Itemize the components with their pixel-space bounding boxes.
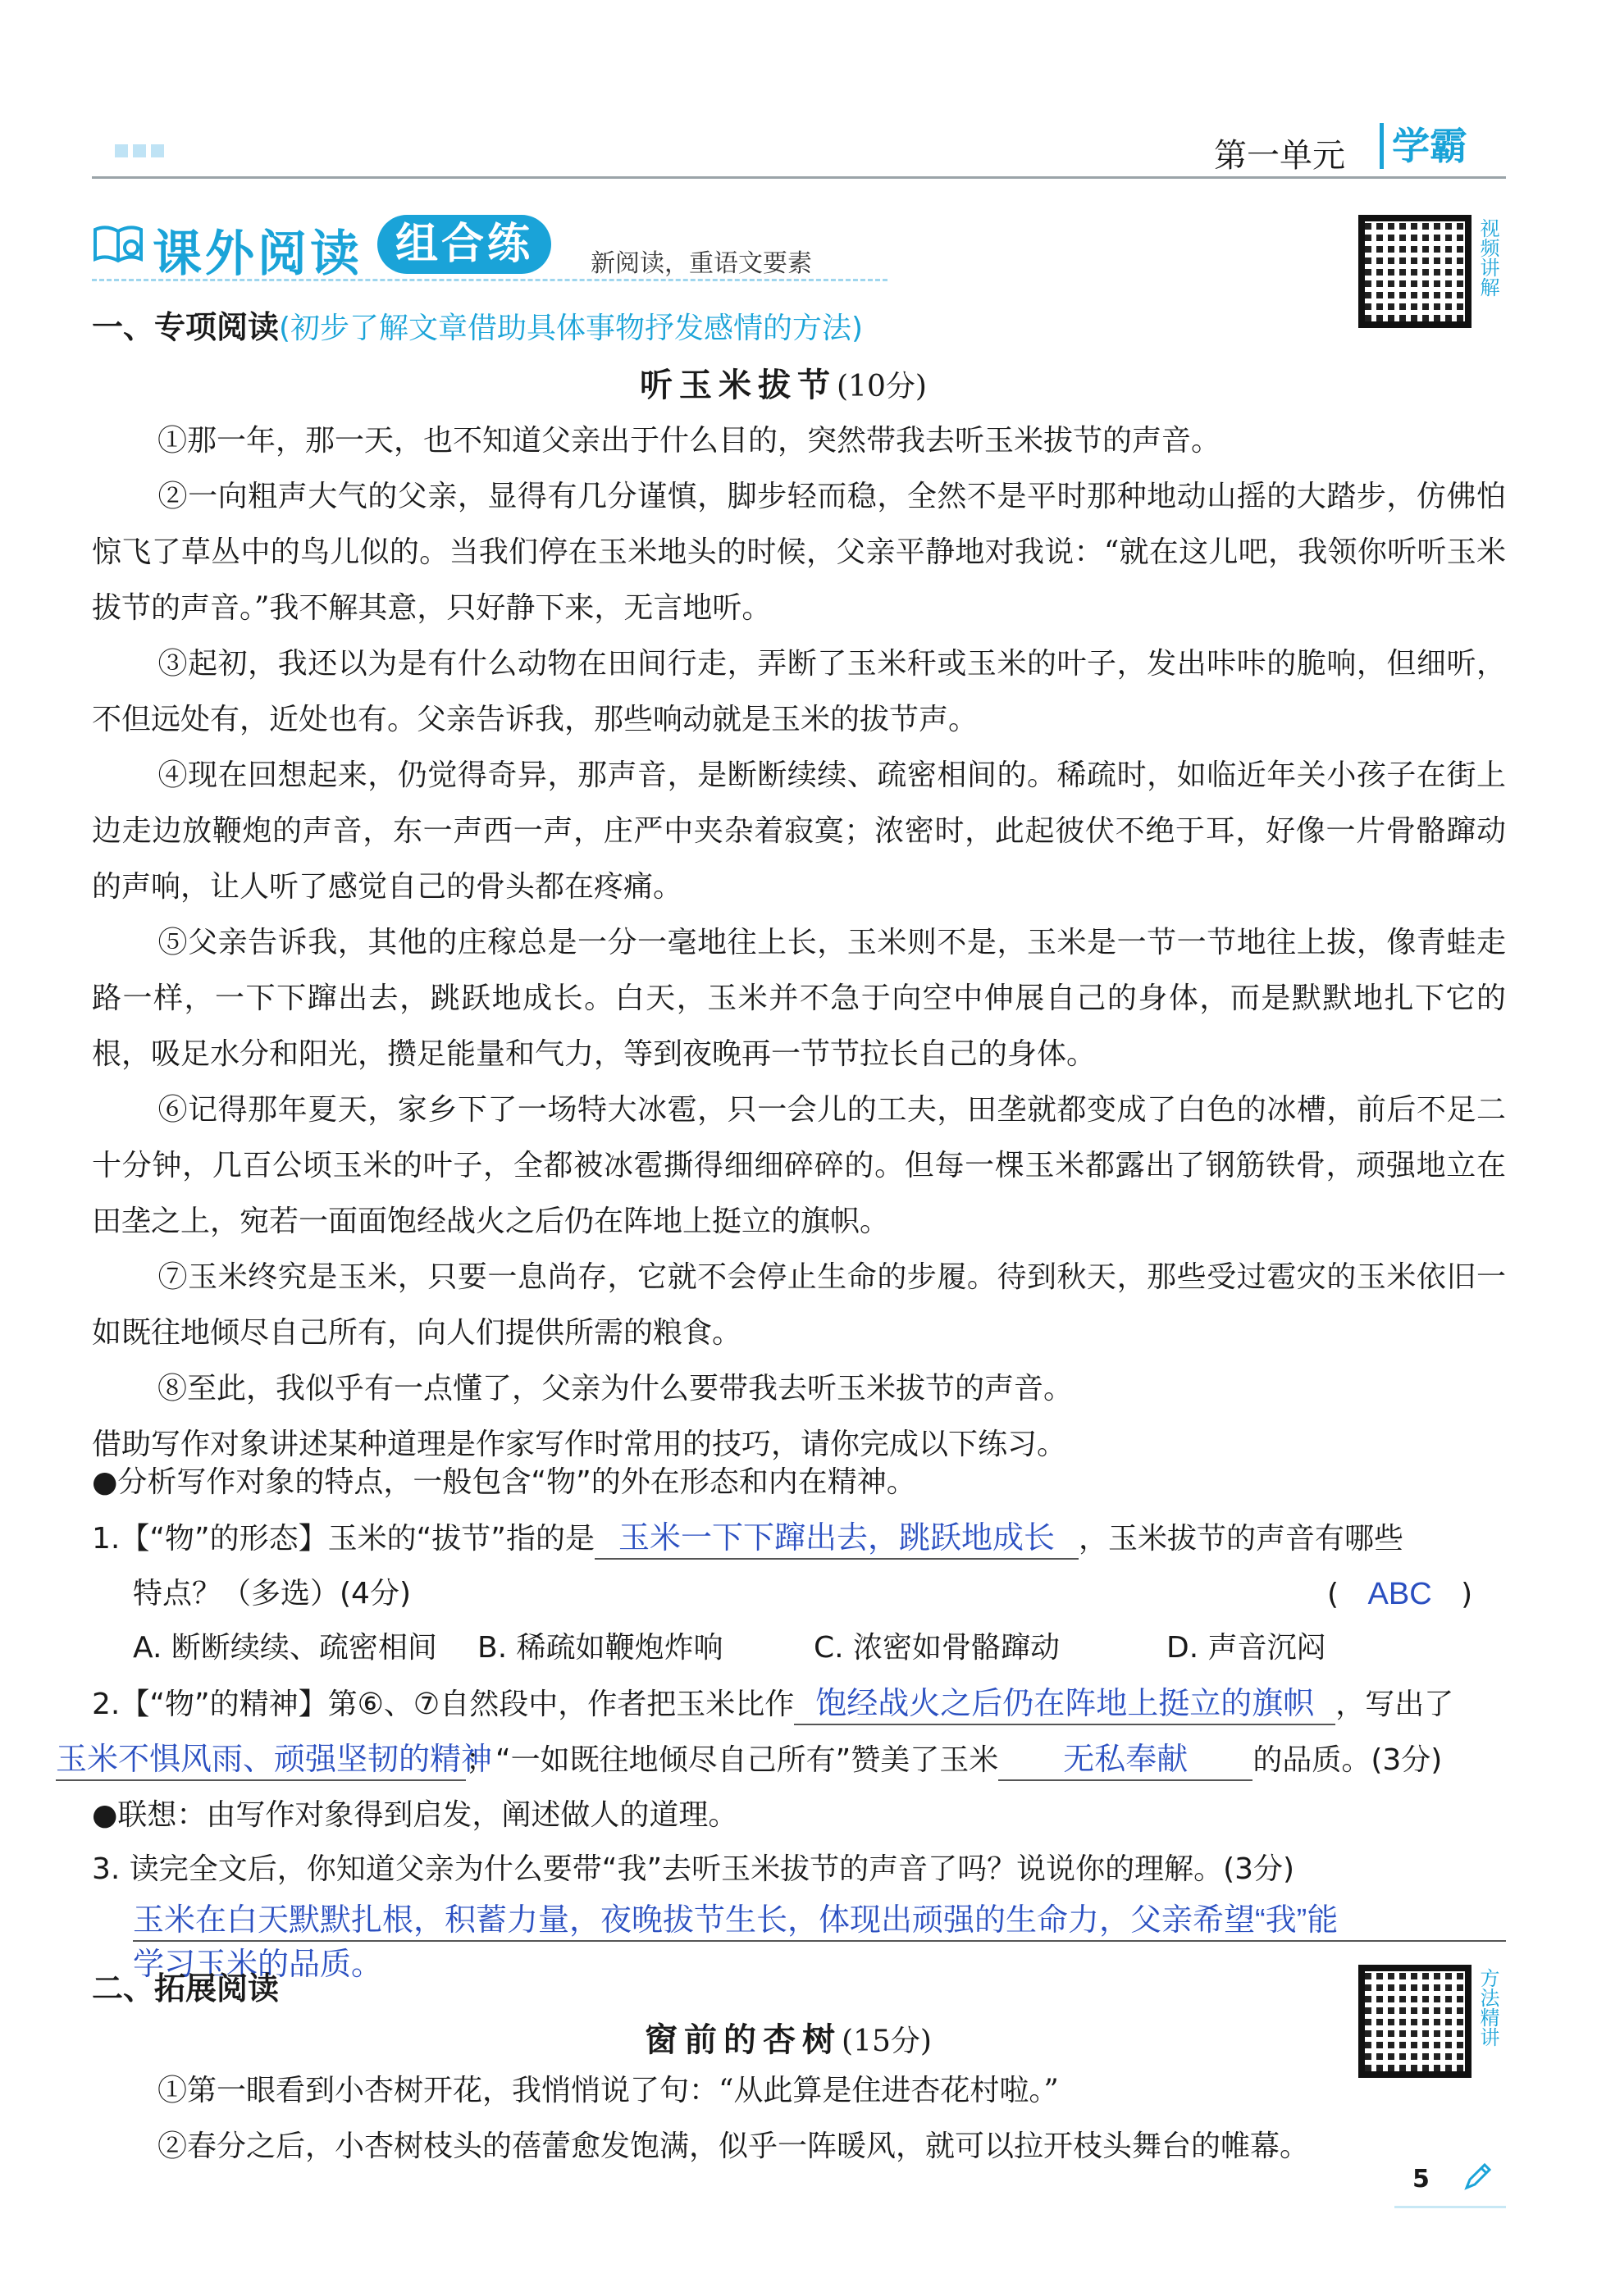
banner-subtitle: 新阅读，重语文要素 bbox=[591, 249, 812, 278]
section2-heading: 二、拓展阅读 bbox=[92, 1970, 280, 2007]
qr-label-video: 视频讲解 bbox=[1476, 218, 1499, 297]
story2-title-text: 窗前的杏树 bbox=[645, 2020, 842, 2059]
story1-title bbox=[640, 359, 927, 406]
section1-note: (初步了解文章借助具体事物抒发感情的方法) bbox=[279, 312, 864, 345]
paragraph: ⑦玉米终究是玉米，只要一息尚存，它就不会停止生命的步履。待到秋天，那些受过雹灾的玉米依旧一如既往地倾尽自己所有，向人们提供所需的粮食。 bbox=[92, 1260, 1506, 1350]
q1-line1 bbox=[92, 1519, 1506, 1560]
q2-line1 bbox=[92, 1684, 1506, 1725]
q1-line2 bbox=[92, 1574, 1506, 1614]
q3-answer-line2[interactable]: 学习玉米的品质。 bbox=[133, 1947, 383, 1982]
footer-line bbox=[1394, 2206, 1506, 2208]
q1-option-b[interactable]: B. 稀疏如鞭炮炸响 bbox=[477, 1631, 723, 1665]
banner-dashline bbox=[92, 279, 887, 281]
story1-points: (10分) bbox=[837, 370, 927, 403]
header-decoration bbox=[115, 144, 169, 161]
brand-logo: 学霸 bbox=[1380, 123, 1467, 169]
qr-code-video[interactable] bbox=[1358, 215, 1472, 328]
q1-line2-text: 特点？（多选）(4分) bbox=[133, 1577, 411, 1610]
exercise-intro: 借助写作对象讲述某种道理是作家写作时常用的技巧，请你完成以下练习。 bbox=[92, 1428, 1067, 1461]
header-divider bbox=[92, 176, 1506, 179]
q1-prefix: 1.【“物”的形态】玉米的“拔节”指的是 bbox=[92, 1522, 595, 1556]
paragraph: ⑤父亲告诉我，其他的庄稼总是一分一毫地往上长，玉米则不是，玉米是一节一节地往上拔，像青蛙走路一样，一下下蹿出去，跳跃地成长。白天，玉米并不急于向空中伸展自己的身体，而是默默地扎下它的根，吸足水分和阳光，攒足能量和气力，等到夜晚再一节节拉长自己的身体。 bbox=[92, 926, 1506, 1071]
paragraph: ⑧至此，我似乎有一点懂了，父亲为什么要带我去听玉米拔节的声音。 bbox=[157, 1372, 1074, 1405]
bullet-association: ●联想：由写作对象得到启发，阐述做人的道理。 bbox=[92, 1798, 738, 1832]
section1-heading: 一、专项阅读 bbox=[92, 309, 280, 345]
q1-suffix: ，玉米拔节的声音有哪些 bbox=[1078, 1522, 1403, 1556]
q1-choice: ( ABC ) bbox=[1327, 1577, 1473, 1611]
q2-suffix2: 的品质。(3分) bbox=[1253, 1743, 1443, 1777]
story2-points: (15分) bbox=[842, 2025, 932, 2058]
q2-answer3-blank[interactable]: 无私奉献 bbox=[998, 1740, 1253, 1781]
story2-body bbox=[92, 2063, 1506, 2175]
story1-title-text: 听玉米拔节 bbox=[640, 366, 837, 404]
section1-heading-row bbox=[92, 302, 863, 347]
q1-option-c[interactable]: C. 浓密如骨骼蹿动 bbox=[814, 1631, 1061, 1665]
story1-body bbox=[92, 413, 1506, 1473]
paragraph: ⑥记得那年夏天，家乡下了一场特大冰雹，只一会儿的工夫，田垄就都变成了白色的冰槽，前后不足二十分钟，几百公顷玉米的叶子，全都被冰雹撕得细细碎碎的。但每一棵玉米都露出了钢筋铁骨，顽强地立在田垄之上，宛若一面面饱经战火之后仍在阵地上挺立的旗帜。 bbox=[92, 1093, 1506, 1238]
q1-option-a[interactable]: A. 断断续续、疏密相间 bbox=[133, 1631, 437, 1665]
q2-mid: ；“一如既往地倾尽自己所有”赞美了玉米 bbox=[466, 1743, 999, 1777]
qr-code-method[interactable] bbox=[1358, 1965, 1472, 2078]
q1-options bbox=[92, 1629, 1547, 1668]
q2-answer2-blank[interactable]: 玉米不惧风雨、顽强坚韧的精神 bbox=[56, 1740, 466, 1781]
book-icon bbox=[92, 223, 144, 264]
banner-badge: 组合练 bbox=[377, 215, 551, 274]
q2-suffix1: ，写出了 bbox=[1335, 1688, 1454, 1721]
paragraph: ②春分之后，小杏树枝头的蓓蕾愈发饱满，似乎一阵暖风，就可以拉开枝头舞台的帷幕。 bbox=[157, 2130, 1310, 2163]
q1-answer-blank[interactable]: 玉米一下下蹿出去，跳跃地成长 bbox=[595, 1519, 1079, 1560]
paragraph: ③起初，我还以为是有什么动物在田间行走，弄断了玉米秆或玉米的叶子，发出咔咔的脆响，但细听，不但远处有，近处也有。父亲告诉我，那些响动就是玉米的拔节声。 bbox=[92, 647, 1506, 736]
q2-line2 bbox=[56, 1740, 1506, 1781]
story2-title bbox=[645, 2014, 932, 2061]
paragraph: ④现在回想起来，仍觉得奇异，那声音，是断断续续、疏密相间的。稀疏时，如临近年关小孩子在街上边走边放鞭炮的声音，东一声西一声，庄严中夹杂着寂寞；浓密时，此起彼伏不绝于耳，好像一片骨骼蹿动的声响，让人听了感觉自己的骨头都在疼痛。 bbox=[92, 758, 1506, 904]
page-number: 5 bbox=[1412, 2165, 1430, 2194]
q3-answer-line1[interactable]: 玉米在白天默默扎根，积蓄力量，夜晚拔节生长，体现出顽强的生命力，父亲希望“我”能 bbox=[133, 1901, 1506, 1942]
paragraph: ①第一眼看到小杏树开花，我悄悄说了句：“从此算是住进杏花村啦。” bbox=[157, 2074, 1059, 2107]
unit-title: 第一单元 bbox=[1214, 137, 1345, 175]
q2-answer1-blank[interactable]: 饱经战火之后仍在阵地上挺立的旗帜 bbox=[794, 1684, 1335, 1725]
q1-option-d[interactable]: D. 声音沉闷 bbox=[1166, 1631, 1326, 1665]
banner-title: 课外阅读 bbox=[153, 226, 363, 283]
bullet-analysis: ●分析写作对象的特点，一般包含“物”的外在形态和内在精神。 bbox=[92, 1465, 916, 1499]
q3-question: 3. 读完全文后，你知道父亲为什么要带“我”去听玉米拔节的声音了吗？说说你的理解。(3分) bbox=[92, 1852, 1295, 1886]
paragraph: ②一向粗声大气的父亲，显得有几分谨慎，脚步轻而稳，全然不是平时那种地动山摇的大踏步，仿佛怕惊飞了草丛中的鸟儿似的。当我们停在玉米地头的时候，父亲平静地对我说：“就在这儿吧，我领你听听玉米拔节的声音。”我不解其意，只好静下来，无言地听。 bbox=[92, 480, 1506, 625]
q2-prefix: 2.【“物”的精神】第⑥、⑦自然段中，作者把玉米比作 bbox=[92, 1688, 795, 1721]
qr-label-method: 方法精讲 bbox=[1476, 1968, 1499, 2047]
q1-choice-answer[interactable]: ABC bbox=[1367, 1577, 1432, 1611]
paragraph: ①那一年，那一天，也不知道父亲出于什么目的，突然带我去听玉米拔节的声音。 bbox=[157, 424, 1221, 458]
pencil-icon bbox=[1462, 2160, 1494, 2193]
